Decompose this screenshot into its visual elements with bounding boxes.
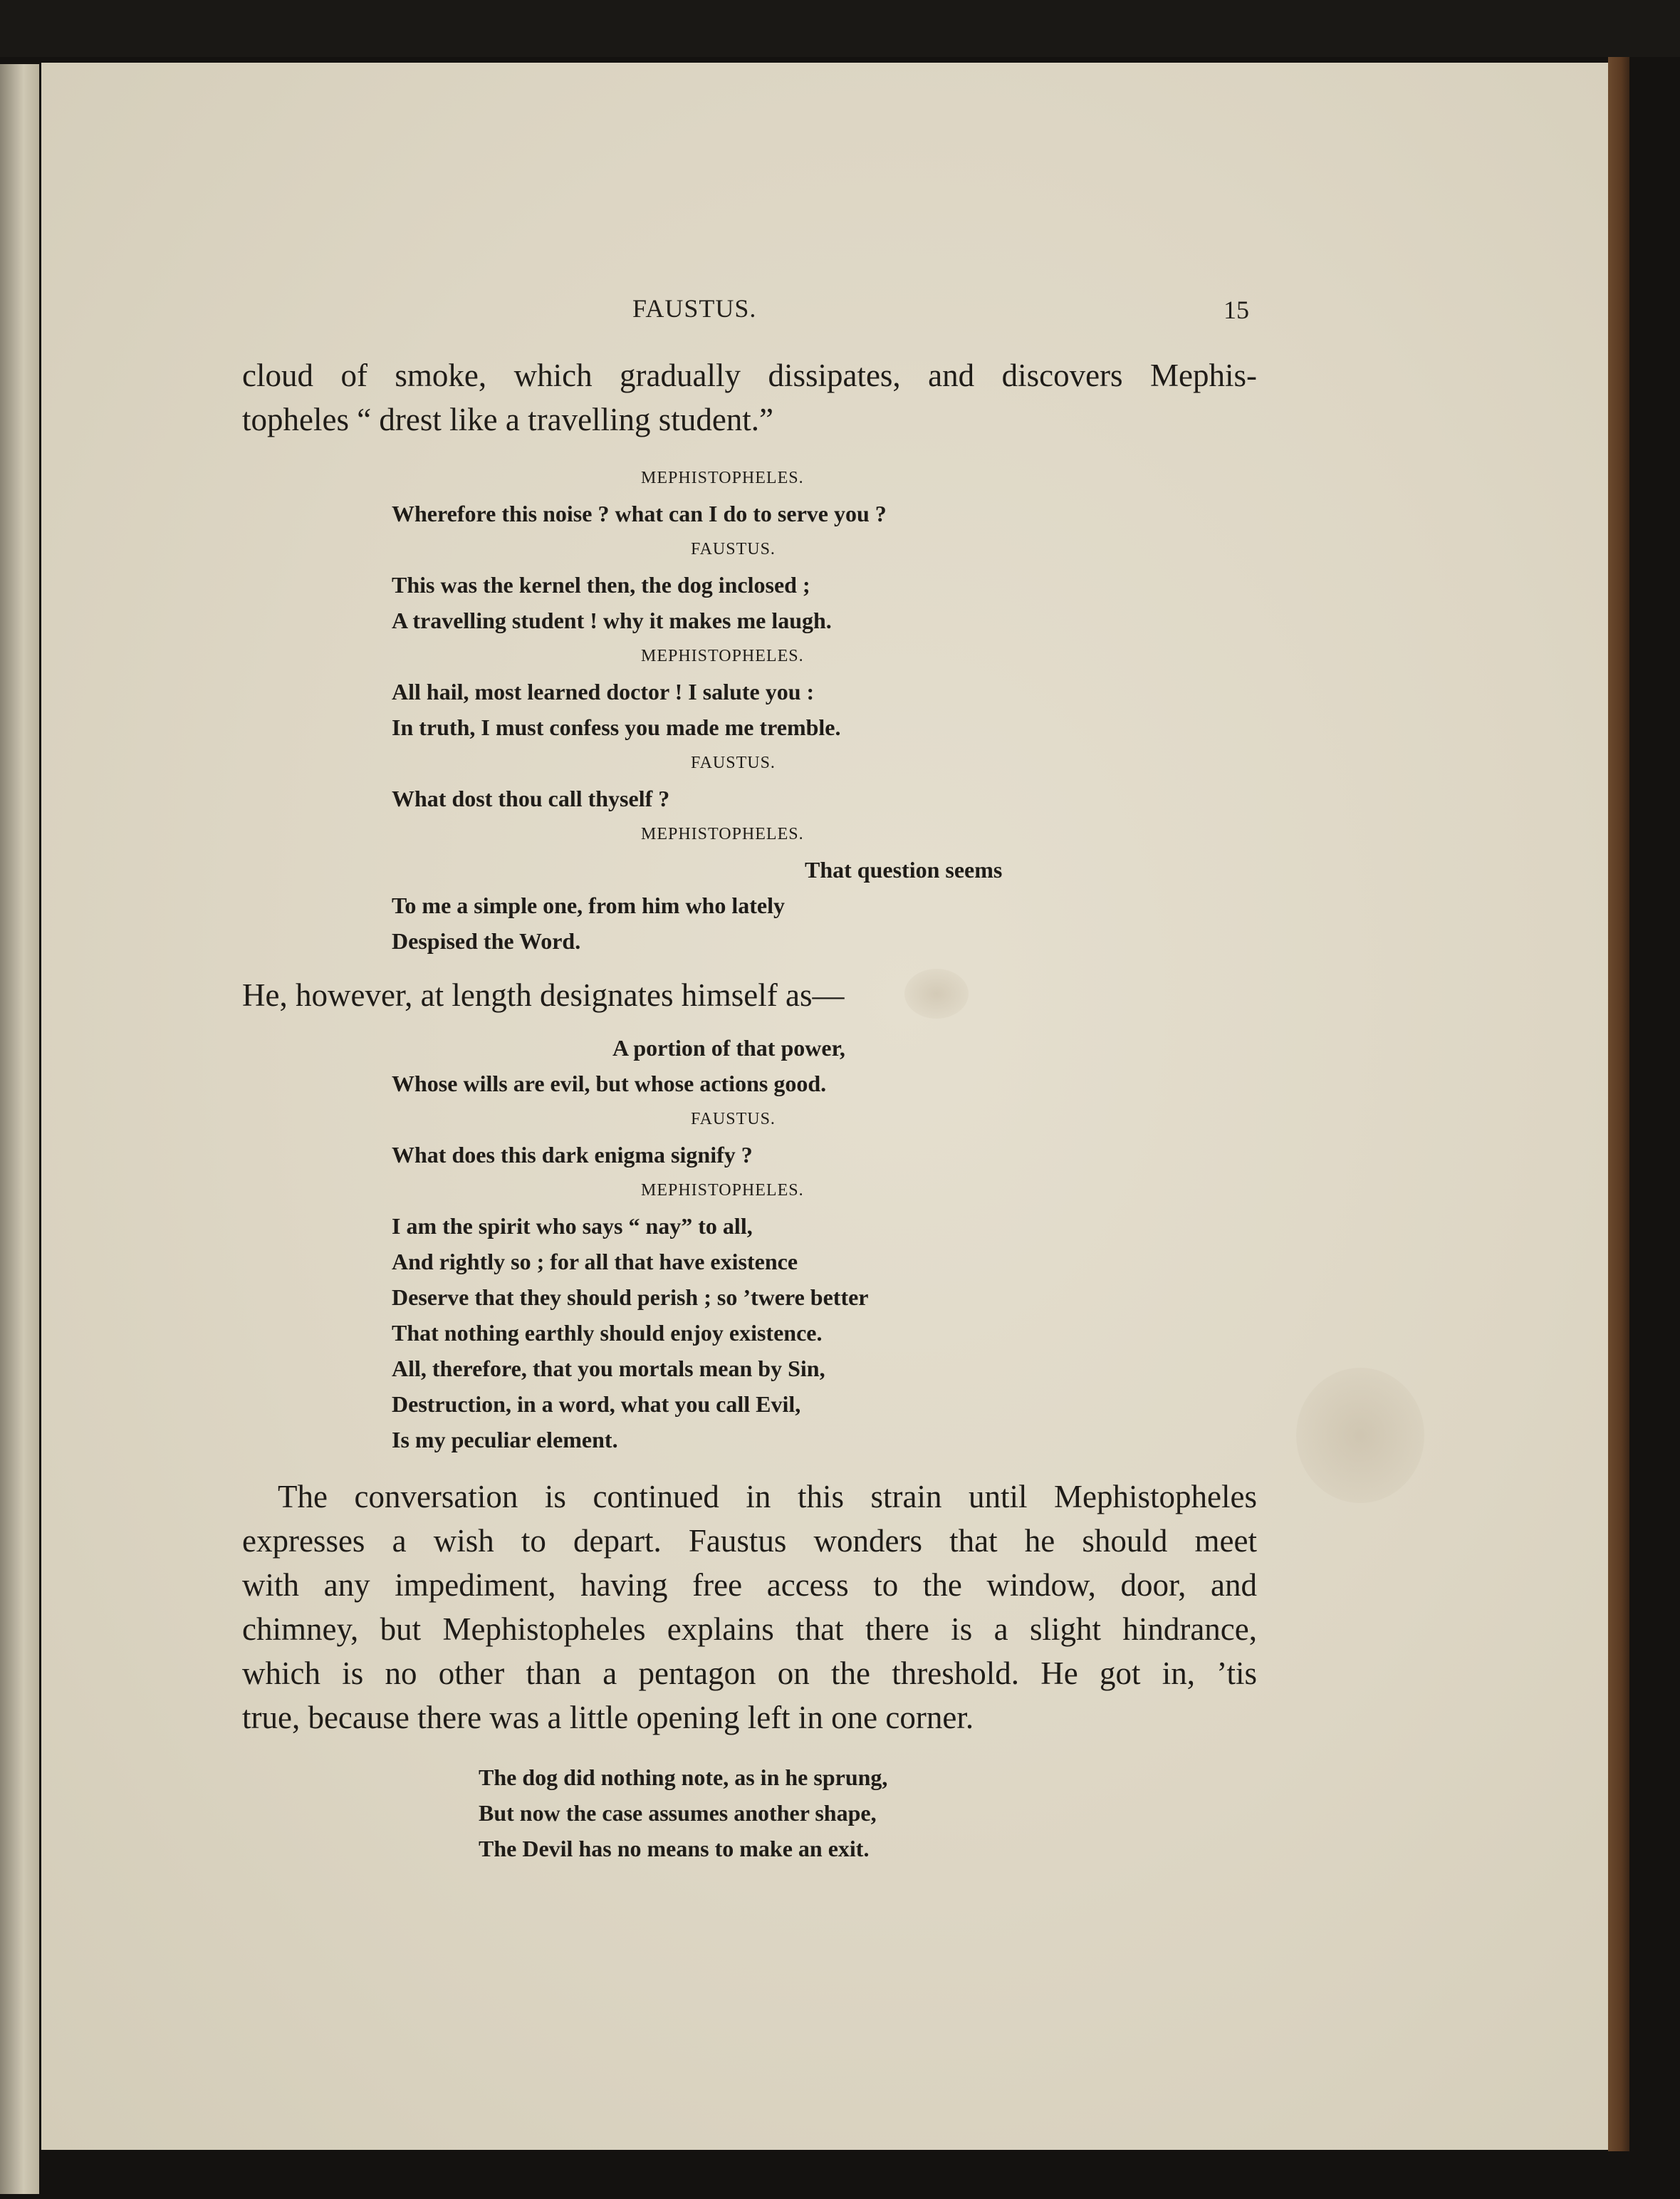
verse-line: What does this dark enigma signify ? [392, 1142, 753, 1168]
paragraph-line: with any impediment, having free access to the window, door, and [242, 1567, 1257, 1603]
verse-line: But now the case assumes another shape, [479, 1800, 877, 1826]
paragraph-line: He, however, at length designates himself as— [242, 977, 845, 1013]
verse-line: Despised the Word. [392, 928, 581, 954]
verse-line: All hail, most learned doctor ! I salute you : [392, 679, 815, 705]
verse-line: A travelling student ! why it makes me laugh. [392, 608, 832, 633]
verse-line: The Devil has no means to make an exit. [479, 1836, 870, 1861]
verse-line: And rightly so ; for all that have existence [392, 1249, 798, 1274]
verse-line: In truth, I must confess you made me tremble. [392, 714, 841, 740]
page-number: 15 [1224, 296, 1249, 324]
paragraph-line: true, because there was a little opening left in one corner. [242, 1700, 974, 1735]
verse-line: That question seems [805, 857, 1003, 883]
verse-line: Whose wills are evil, but whose actions good. [392, 1071, 827, 1096]
verse-line: This was the kernel then, the dog inclosed ; [392, 572, 810, 598]
verse-line: To me a simple one, from him who lately [392, 893, 785, 918]
book-cover-edge [1608, 57, 1629, 2151]
running-head: FAUSTUS. [632, 294, 757, 323]
paragraph-line: The conversation is continued in this strain until Mephistopheles [278, 1479, 1257, 1514]
paragraph-3 [242, 1475, 1257, 1740]
speaker-label: FAUSTUS. [691, 540, 776, 558]
verse-line: I am the spirit who says “ nay” to all, [392, 1213, 753, 1239]
verse-line: Destruction, in a word, what you call Evil, [392, 1391, 801, 1417]
speaker-label: MEPHISTOPHELES. [641, 1181, 804, 1200]
paragraph-1 [242, 353, 1257, 442]
speaker-label: MEPHISTOPHELES. [641, 647, 804, 665]
verse-line: That nothing earthly should enjoy existence. [392, 1320, 823, 1346]
paragraph-2 [242, 973, 1257, 1017]
verse-line: The dog did nothing note, as in he sprung, [479, 1764, 888, 1790]
verse-line: A portion of that power, [612, 1035, 845, 1061]
verse-block-2 [392, 1030, 869, 1457]
verse-line: What dost thou call thyself ? [392, 786, 670, 811]
verse-line: All, therefore, that you mortals mean by Sin, [392, 1356, 825, 1381]
paper-stain [1296, 1368, 1424, 1503]
speaker-label: MEPHISTOPHELES. [641, 825, 804, 843]
paragraph-line: chimney, but Mephistopheles explains that there is a slight hindrance, [242, 1611, 1257, 1647]
verse-block-3 [479, 1759, 887, 1866]
speaker-label: FAUSTUS. [691, 754, 776, 772]
paragraph-line: which is no other than a pentagon on the threshold. He got in, ’tis [242, 1655, 1257, 1691]
verse-line: Deserve that they should perish ; so ’twere better [392, 1284, 869, 1310]
paragraph-line: cloud of smoke, which gradually dissipates, and discovers Mephis- [242, 358, 1257, 393]
speaker-label: FAUSTUS. [691, 1110, 776, 1128]
verse-line: Wherefore this noise ? what can I do to serve you ? [392, 501, 887, 526]
scan-top-border [0, 0, 1680, 57]
paragraph-line: expresses a wish to depart. Faustus wonders that he should meet [242, 1523, 1257, 1559]
speaker-label: MEPHISTOPHELES. [641, 469, 804, 487]
verse-line: Is my peculiar element. [392, 1427, 618, 1452]
previous-page-edge [0, 64, 39, 2194]
verse-block-1 [392, 460, 1002, 959]
paragraph-line: topheles “ drest like a travelling student.” [242, 402, 774, 437]
